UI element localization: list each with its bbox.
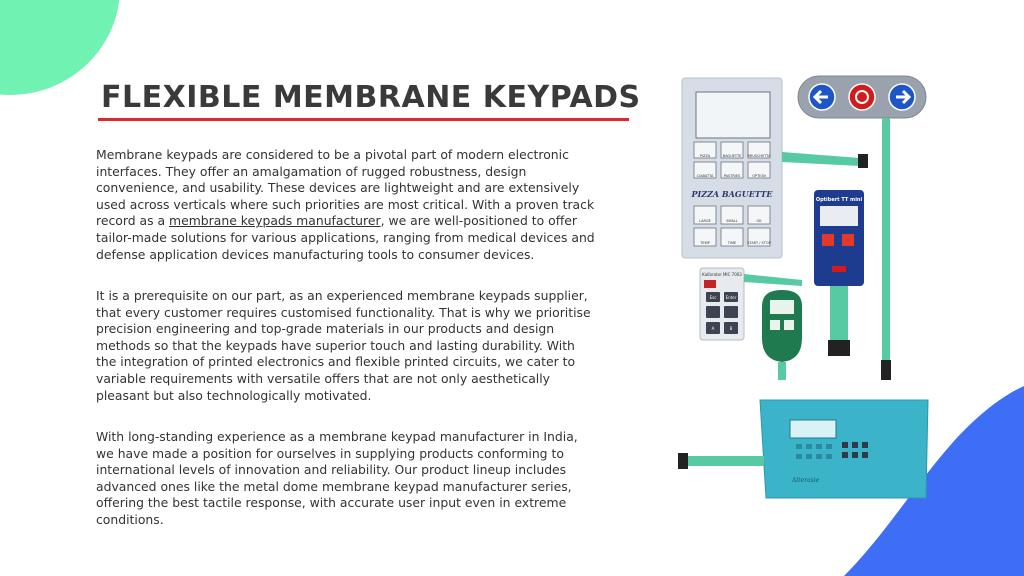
pizza-key-label: OK <box>756 219 762 223</box>
blue-membrane-panel <box>678 400 928 498</box>
kalibrator-key-label: A <box>711 326 715 331</box>
pizza-key-label: PIZZA <box>699 154 711 158</box>
blue-panel-label: Alterasie <box>792 477 820 484</box>
product-image-membrane-keypads <box>670 70 940 510</box>
title-underline <box>98 118 629 121</box>
paragraph-experience: With long-standing experience as a membrane keypad manufacturer in India, we have made a position for ourselves in supplying products conforming to international levels of innovation and reliability. Our product lineup includes advanced ones like the metal dome membrane keypad manufacturer series, offering the best tactile response, with accurate user input even in extreme conditions. <box>96 429 578 527</box>
pizza-brand-label: PIZZA BAGUETTE <box>691 189 773 199</box>
paragraph-intro: Membrane keypads are considered to be a pivotal part of modern electronic interfaces. They offer an amalgamation of rugged robustness, design convenience, and usability. These devices are lightweight and are extensively used across verticals where such priorities are most critical. With a proven track record as a membrane keypads manufacturer, we are well-positioned to offer tailor-made solutions for various applications, ranging from medical devices and defense application devices manufacturing tools to consumer devices. <box>96 147 595 262</box>
green-handheld <box>762 290 802 380</box>
pizza-key-label: START / STOP <box>747 241 771 245</box>
manufacturer-link[interactable]: membrane keypads manufacturer <box>169 213 381 229</box>
pizza-key-label: TIME <box>727 241 737 245</box>
pizza-key-label: PASTRIES <box>723 174 741 178</box>
kalibrator-key-label: B <box>729 326 733 331</box>
pizza-key-label: OPTION <box>752 174 766 178</box>
optibert-remote <box>814 190 864 356</box>
pizza-key-label: TEMP <box>700 241 710 245</box>
pizza-key-label: CIABATTA <box>696 174 714 178</box>
kalibrator-label: Kalibrator MIC 7003 <box>702 272 742 277</box>
pizza-key-label: BRUSCHETTA <box>747 154 771 158</box>
page-title: FLEXIBLE MEMBRANE KEYPADS <box>101 80 641 115</box>
kalibrator-key-label: Esc <box>709 295 717 300</box>
pizza-key-label: SMALL <box>726 219 738 223</box>
optibert-label: Optibert TT mini <box>815 197 863 203</box>
paragraph-customisation: It is a prerequisite on our part, as an experienced membrane keypads supplier, that every customer requires customised functionality. That is why we prioritise precision engineering and top-grade materials in our products and design methods so that the keypads have superior touch and lasting durability. With the integration of printed electronics and flexible printed circuits, we cater to variable requirements with versatile offers that are not only aesthetically pleasant but also technologically motivated. <box>96 288 591 403</box>
pizza-key-label: LARGE <box>699 219 711 223</box>
pizza-key-label: BAGUETTE <box>722 154 742 158</box>
kalibrator-key-label: Enter <box>725 295 737 300</box>
